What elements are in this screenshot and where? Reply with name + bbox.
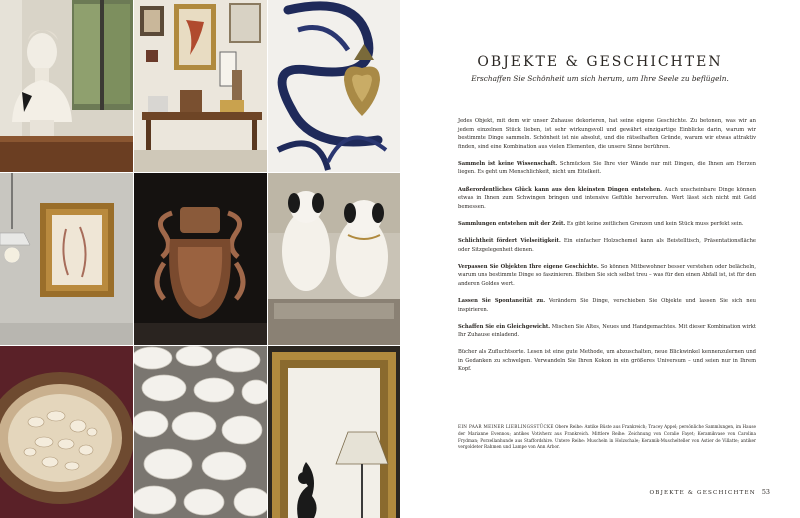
photo-caption [458, 424, 756, 451]
page-number: 53 [761, 488, 770, 496]
paragraph: Sammlungen entstehen mit der Zeit. Es gibt keine zeitlichen Grenzen und kein Stück muss perfekt sein. [458, 220, 744, 227]
photo-votive-heart [268, 0, 400, 172]
photo-porcelain-dogs [268, 173, 400, 345]
photo-shell-bowl [0, 346, 133, 518]
paragraph: Schlichtheit fördert Vielseitigkeit. Ein einfacher Holzschemel kann als Beistelltisch, Präsentationsfläche oder Sitzgelegenheit dienen. [458, 237, 756, 253]
paragraph: Schaffen Sie ein Gleichgewicht. Mischen Sie Altes, Neues und Handgemachtes. Mit dieser Kombination wirkt Ihr Zuhause einladend. [458, 323, 756, 339]
caption-text: Obere Reihe: Antike Büste aus Frankreich; Tracey Appel; persönliche Sammlungen, im Hause der Marianne Evennou; antikes Votivherz aus Frankreich. Mittlere Reihe: Zeichnung von Coralie Fayet; Keramikvase von Carolina Frydman; Porzellanhunde aus Staffordshire. Untere Reihe: Muscheln in Holzschale; Keramik-Muschelteller von Astier de Villatte; antiker vergoldeter Rahmen und Lampe von Ann Arbor. [458, 424, 757, 450]
running-footer [550, 488, 770, 496]
paragraph: Verpassen Sie Objekten Ihre eigene Geschichte. So können Mitbewohner besser verstehen oder belächeln, warum uns bestimmte Dinge so faszinieren. Bleiben Sie sich selbst treu – was für den einen Abfall ist, ist für den anderen Goldes wert. [458, 263, 756, 287]
paragraph: Sammeln ist keine Wissenschaft. Schmücken Sie Ihre vier Wände nur mit Dingen, die Ihnen am Herzen liegen. Es geht um Menschlichkeit, nicht um Eitelkeit. [458, 160, 756, 176]
page-title: OBJEKTE & GESCHICHTEN [477, 54, 723, 70]
paragraph: Außerordentliches Glück kann aus den kleinsten Dingen entstehen. Auch unscheinbare Dinge können etwas in Ihnen zum Schwingen bringen und intensive Gefühle hervorrufen. Wert lässt sich nicht mit Geld bemessen. [458, 186, 756, 210]
photo-gallery-wall [134, 0, 267, 172]
paragraph: Lassen Sie Spontaneität zu. Verändern Sie Dinge, verschieben Sie Objekte und lassen Sie sich neu inspirieren. [458, 297, 756, 313]
photo-gilded-frame [268, 346, 400, 518]
body-text [458, 117, 756, 383]
paragraph: Jedes Objekt, mit dem wir unser Zuhause dekorieren, hat seine eigene Geschichte. Zu betonen, was wir an jedem einzelnen Stück lieben, ist sehr wirkungsvoll und gewährt einzigartige Einblicke darin, warum wir bestimmte Dinge sammeln. Schönheit ist nie absolut, und die rätselhaften Gründe, warum wir etwas attraktiv finden, sind eine Kombination aus vielen Elementen, die unsere Sinne berühren. [458, 118, 756, 150]
footer-title: OBJEKTE & GESCHICHTEN [649, 490, 756, 496]
photo-terracotta-vase [134, 173, 267, 345]
photo-shell-plates [134, 346, 267, 518]
text-page [400, 0, 800, 518]
paragraph: Bücher als Zufluchtsorte. Lesen ist eine gute Methode, um abzuschalten, neue Blickwinkel kennenzulernen und in Gedanken zu schwelgen. Verwandeln Sie Ihren Kokon in ein größeres Universum – und seien nur in Ihrem Kopf. [458, 349, 756, 373]
caption-lead: EIN PAAR MEINER LIEBLINGSSTÜCKE [458, 424, 554, 429]
page-subtitle: Erschaffen Sie Schönheit um sich herum, um Ihre Seele zu beflügeln. [471, 74, 729, 83]
photo-framed-drawing [0, 173, 133, 345]
photo-antique-bust [0, 0, 133, 172]
